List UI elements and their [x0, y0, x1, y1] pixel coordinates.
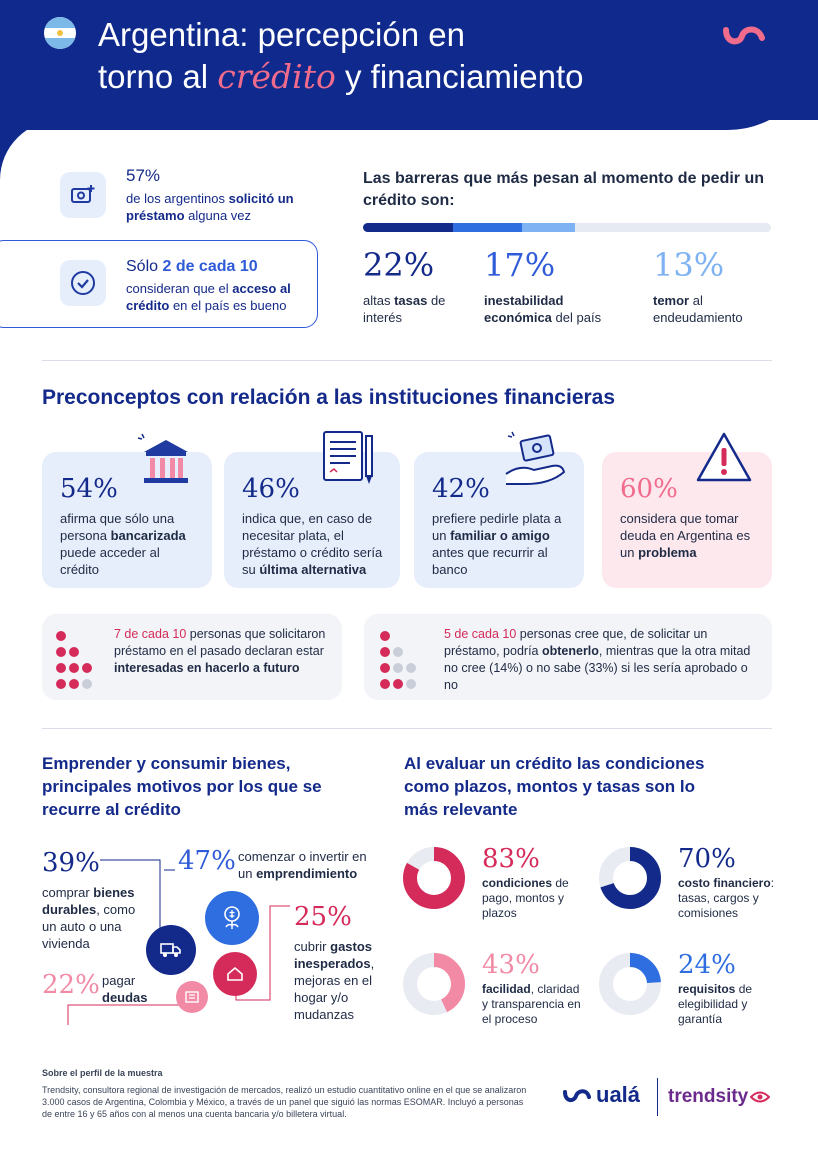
- preconcepto-text: prefiere pedirle plata a un familiar o amigo antes que recurrir al banco: [432, 511, 562, 577]
- money-hand-icon: [500, 428, 572, 490]
- condicion-item: [598, 950, 753, 1026]
- sample-title: Sobre el perfil de la muestra: [42, 1068, 163, 1078]
- person-dot: [393, 679, 403, 689]
- person-dot: [393, 663, 403, 673]
- person-dot: [56, 679, 66, 689]
- preconcepto-value: 54%: [60, 474, 118, 504]
- donut-chart: [402, 952, 466, 1016]
- person-dot: [406, 663, 416, 673]
- person-dot: [56, 647, 66, 657]
- person-dot: [380, 679, 390, 689]
- person-dot: [406, 679, 416, 689]
- barrier-bar-segment: [453, 223, 522, 232]
- uala-logo: ualá: [562, 1082, 640, 1108]
- motivo-emprendimiento-value: 47%: [178, 846, 236, 876]
- person-dot: [393, 647, 403, 657]
- condiciones-title: Al evaluar un crédito las condiciones como plazos, montos y tasas son lo más relevante: [404, 754, 705, 819]
- motivo-gastos: 25% cubrir gastos inesperados, mejoras en el hogar y/o mudanzas: [294, 902, 375, 1022]
- person-dot: [69, 663, 79, 673]
- check-circle-icon: [60, 260, 106, 306]
- person-dot: [56, 663, 66, 673]
- preconcepto-value: 46%: [242, 474, 300, 504]
- preconcepto-value: 60%: [620, 474, 678, 504]
- uala-mark-icon: [562, 1086, 592, 1104]
- barrier-value: 22%: [363, 246, 435, 284]
- sample-text: Trendsity, consultora regional de investigación de mercados, realizó un estudio cuantitativo online en el que se analizaron 3.000 casos de Argentina, Colombia y México, a través de un panel que siguió las normas ESOMAR. Incluyó a personas de entre 16 y 65 años con al menos una cuenta bancaria y/o billetera virtual.: [42, 1085, 527, 1119]
- uala-logo-icon: [722, 22, 768, 48]
- stat-prestamo: 57% de los argentinos solicitó un préstamo alguna vez: [126, 166, 294, 223]
- truck-icon: [146, 925, 196, 975]
- house-icon: [213, 952, 257, 996]
- dots-7-of-10: [56, 628, 95, 692]
- condicion-item: [402, 844, 569, 920]
- barrier-bar-segment: [363, 223, 453, 232]
- person-dot: [56, 631, 66, 641]
- stat-acceso: Sólo 2 de cada 10 consideran que el acceso al crédito en el país es bueno: [126, 258, 291, 313]
- condicion-label: facilidad, claridad y transparencia en el proceso: [482, 982, 581, 1026]
- eye-icon: [750, 1090, 770, 1104]
- preconcepto-text: considera que tomar deuda en Argentina es un problema: [620, 511, 751, 560]
- condicion-item: [598, 844, 775, 920]
- condicion-value: 43%: [482, 950, 540, 980]
- condicion-item: [402, 950, 581, 1026]
- motivo-deudas-text: pagar deudas: [102, 973, 148, 1005]
- trendsity-logo: trendsity: [668, 1086, 770, 1108]
- note-text-1: 7 de cada 10 personas que solicitaron préstamo en el pasado declaran estar interesadas en hacerlo a futuro: [114, 627, 326, 675]
- person-dot: [82, 679, 92, 689]
- barrier-value: 13%: [653, 246, 725, 284]
- preconcepto-text: afirma que sólo una persona bancarizada puede acceder al crédito: [60, 511, 186, 577]
- divider: [42, 728, 772, 729]
- donut-chart: [598, 952, 662, 1016]
- barrier-label: altas tasas de interés: [363, 293, 446, 325]
- donut-chart: [598, 846, 662, 910]
- logo-divider: [657, 1078, 658, 1116]
- preconceptos-title: Preconceptos con relación a las instituciones financieras: [42, 386, 616, 409]
- money-add-icon: [60, 172, 106, 218]
- divider: [42, 360, 772, 361]
- note-text-2: 5 de cada 10 personas cree que, de solicitar un préstamo, podría obtenerlo, mientras que la otra mitad no cree (14%) o no sabe (33%) si les sería aprobado o no: [444, 627, 751, 692]
- motivo-deudas-value: 22%: [42, 970, 100, 1000]
- person-dot: [69, 679, 79, 689]
- motivos-title: Emprender y consumir bienes, principales motivos por los que se recurre al crédito: [42, 754, 322, 819]
- donut-chart: [402, 846, 466, 910]
- barrier-item: [653, 246, 793, 326]
- barrier-value: 17%: [484, 246, 556, 284]
- condicion-label: condiciones de pago, montos y plazos: [482, 876, 569, 920]
- person-dot: [82, 663, 92, 673]
- condicion-value: 70%: [678, 844, 736, 874]
- condicion-label: costo financiero: tasas, cargos y comisiones: [678, 876, 775, 920]
- money-plant-icon: [205, 891, 259, 945]
- barrier-item: [484, 246, 624, 326]
- barrier-item: [363, 246, 503, 326]
- person-dot: [380, 647, 390, 657]
- preconcepto-value: 42%: [432, 474, 490, 504]
- barrier-bar-segment: [522, 223, 575, 232]
- barrier-label: inestabilidad económica del país: [484, 293, 602, 325]
- bill-icon: [176, 981, 208, 1013]
- condicion-label: requisitos de elegibilidad y garantía: [678, 982, 753, 1026]
- bank-icon: [136, 432, 196, 490]
- motivo-emprendimiento-text: comenzar o invertir en un emprendimiento: [238, 849, 367, 881]
- barrier-label: temor al endeudamiento: [653, 293, 743, 325]
- preconcepto-text: indica que, en caso de necesitar plata, el préstamo o crédito sería su última alternativa: [242, 511, 383, 577]
- page-title: Argentina: percepción en torno al crédito y financiamiento: [98, 16, 584, 96]
- dots-5-of-10: [380, 628, 419, 692]
- barriers-title: Las barreras que más pesan al momento de pedir un crédito son:: [363, 170, 765, 209]
- person-dot: [69, 647, 79, 657]
- document-icon: [320, 430, 380, 488]
- person-dot: [380, 663, 390, 673]
- argentina-flag-icon: [44, 17, 76, 49]
- condicion-value: 24%: [678, 950, 736, 980]
- barriers-bar: [363, 223, 771, 232]
- person-dot: [380, 631, 390, 641]
- motivo-bienes: 39% comprar bienes durables, como un auto o una vivienda: [42, 848, 136, 951]
- condicion-value: 83%: [482, 844, 540, 874]
- warning-icon: [694, 430, 754, 486]
